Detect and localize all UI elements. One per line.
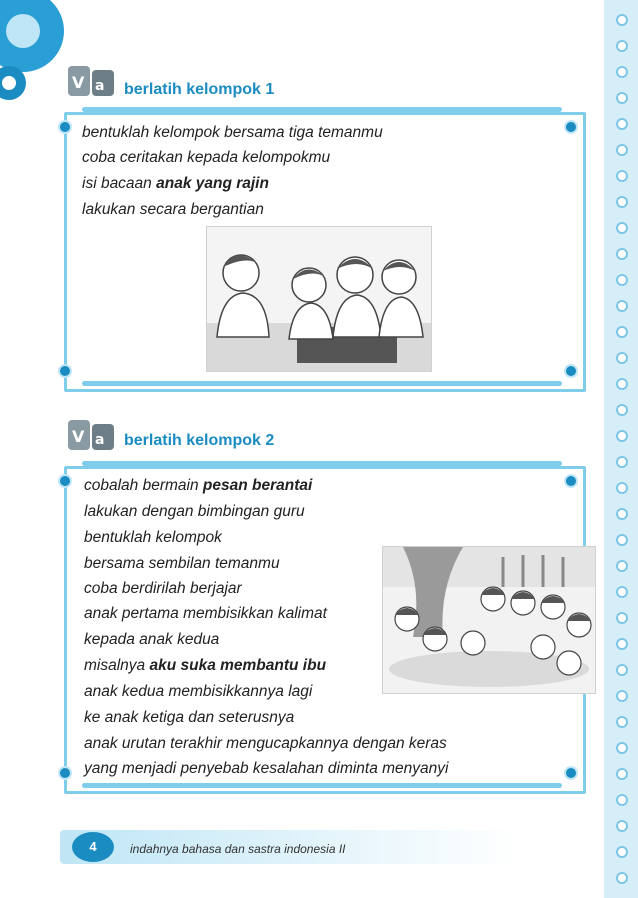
section-2-line: bentuklah kelompok: [84, 529, 222, 546]
strip-dot-icon: [616, 638, 628, 650]
strip-dot-icon: [616, 300, 628, 312]
section-2-line: [84, 657, 326, 675]
strip-dot-icon: [616, 40, 628, 52]
students-discussion-illustration: [206, 226, 432, 372]
strip-dot-icon: [616, 690, 628, 702]
box-1-top-bar: [82, 107, 562, 112]
section-2-line: anak kedua membisikkannya lagi: [84, 683, 313, 700]
strip-dot-icon: [616, 326, 628, 338]
line-text: isi bacaan: [82, 175, 157, 192]
strip-dot-icon: [616, 456, 628, 468]
box-1-corner: [564, 364, 578, 378]
line-bold-text: anak yang rajin: [156, 175, 269, 192]
box-1-corner: [564, 120, 578, 134]
strip-dot-icon: [616, 664, 628, 676]
strip-dot-icon: [616, 14, 628, 26]
strip-dot-icon: [616, 274, 628, 286]
footer-book-title: indahnya bahasa dan sastra indonesia II: [130, 842, 346, 856]
box-2-corner: [58, 766, 72, 780]
strip-dot-icon: [616, 92, 628, 104]
box-2-bottom-bar: [82, 783, 562, 788]
section-1-line: bentuklah kelompok bersama tiga temanmu: [82, 124, 383, 141]
box-1-corner: [58, 120, 72, 134]
strip-dot-icon: [616, 534, 628, 546]
section-2-line: anak urutan terakhir mengucapkannya dengan keras: [84, 735, 447, 752]
box-2-corner: [564, 474, 578, 488]
decor-circle-small-inner: [2, 76, 16, 90]
strip-dot-icon: [616, 586, 628, 598]
svg-text:V: V: [72, 427, 85, 446]
group-activity-icon: [66, 416, 118, 454]
section-2-line: ke anak ketiga dan seterusnya: [84, 709, 295, 726]
svg-text:V: V: [72, 73, 85, 92]
line-bold-text: pesan berantai: [202, 477, 313, 494]
box-1-bottom-bar: [82, 381, 562, 386]
strip-dot-icon: [616, 768, 628, 780]
decor-circle-inner: [6, 14, 40, 48]
strip-dot-icon: [616, 170, 628, 182]
svg-text:a: a: [95, 78, 105, 94]
section-1-title: berlatih kelompok 1: [124, 81, 275, 98]
section-2-line: kepada anak kedua: [84, 631, 220, 648]
strip-dot-icon: [616, 118, 628, 130]
box-2-corner: [58, 474, 72, 488]
strip-dot-icon: [616, 378, 628, 390]
section-1-line: coba ceritakan kepada kelompokmu: [82, 149, 331, 166]
svg-text:a: a: [95, 432, 105, 448]
strip-dot-icon: [616, 508, 628, 520]
line-text: cobalah bermain: [84, 477, 203, 494]
section-1-line: lakukan secara bergantian: [82, 201, 264, 218]
strip-dot-icon: [616, 404, 628, 416]
strip-dot-icon: [616, 846, 628, 858]
section-2-line: yang menjadi penyebab kesalahan diminta menyanyi: [84, 760, 449, 777]
box-2-top-bar: [82, 461, 562, 466]
box-2-corner: [564, 766, 578, 780]
strip-dot-icon: [616, 144, 628, 156]
line-bold-text: aku suka membantu ibu: [149, 657, 327, 674]
line-text: misalnya: [84, 657, 150, 674]
box-1-corner: [58, 364, 72, 378]
strip-dot-icon: [616, 872, 628, 884]
strip-dot-icon: [616, 612, 628, 624]
strip-dot-icon: [616, 248, 628, 260]
strip-dot-icon: [616, 742, 628, 754]
strip-dot-icon: [616, 716, 628, 728]
strip-dot-icon: [616, 196, 628, 208]
strip-dot-icon: [616, 794, 628, 806]
section-2-title: berlatih kelompok 2: [124, 432, 275, 449]
strip-dot-icon: [616, 352, 628, 364]
strip-dot-icon: [616, 820, 628, 832]
right-decorative-strip: [604, 0, 638, 898]
strip-dot-icon: [616, 482, 628, 494]
section-2-line: anak pertama membisikkan kalimat: [84, 605, 327, 622]
strip-dot-icon: [616, 560, 628, 572]
strip-dot-icon: [616, 222, 628, 234]
strip-dot-icon: [616, 66, 628, 78]
strip-dot-icon: [616, 430, 628, 442]
section-1-line: [82, 175, 269, 193]
group-activity-icon: [66, 62, 118, 100]
section-2-line: coba berdirilah berjajar: [84, 580, 242, 597]
chain-message-game-illustration: [382, 546, 596, 694]
section-2-line: bersama sembilan temanmu: [84, 555, 280, 572]
section-2-line: lakukan dengan bimbingan guru: [84, 503, 305, 520]
section-2-line: [84, 477, 312, 495]
page-number: 4: [72, 832, 114, 862]
